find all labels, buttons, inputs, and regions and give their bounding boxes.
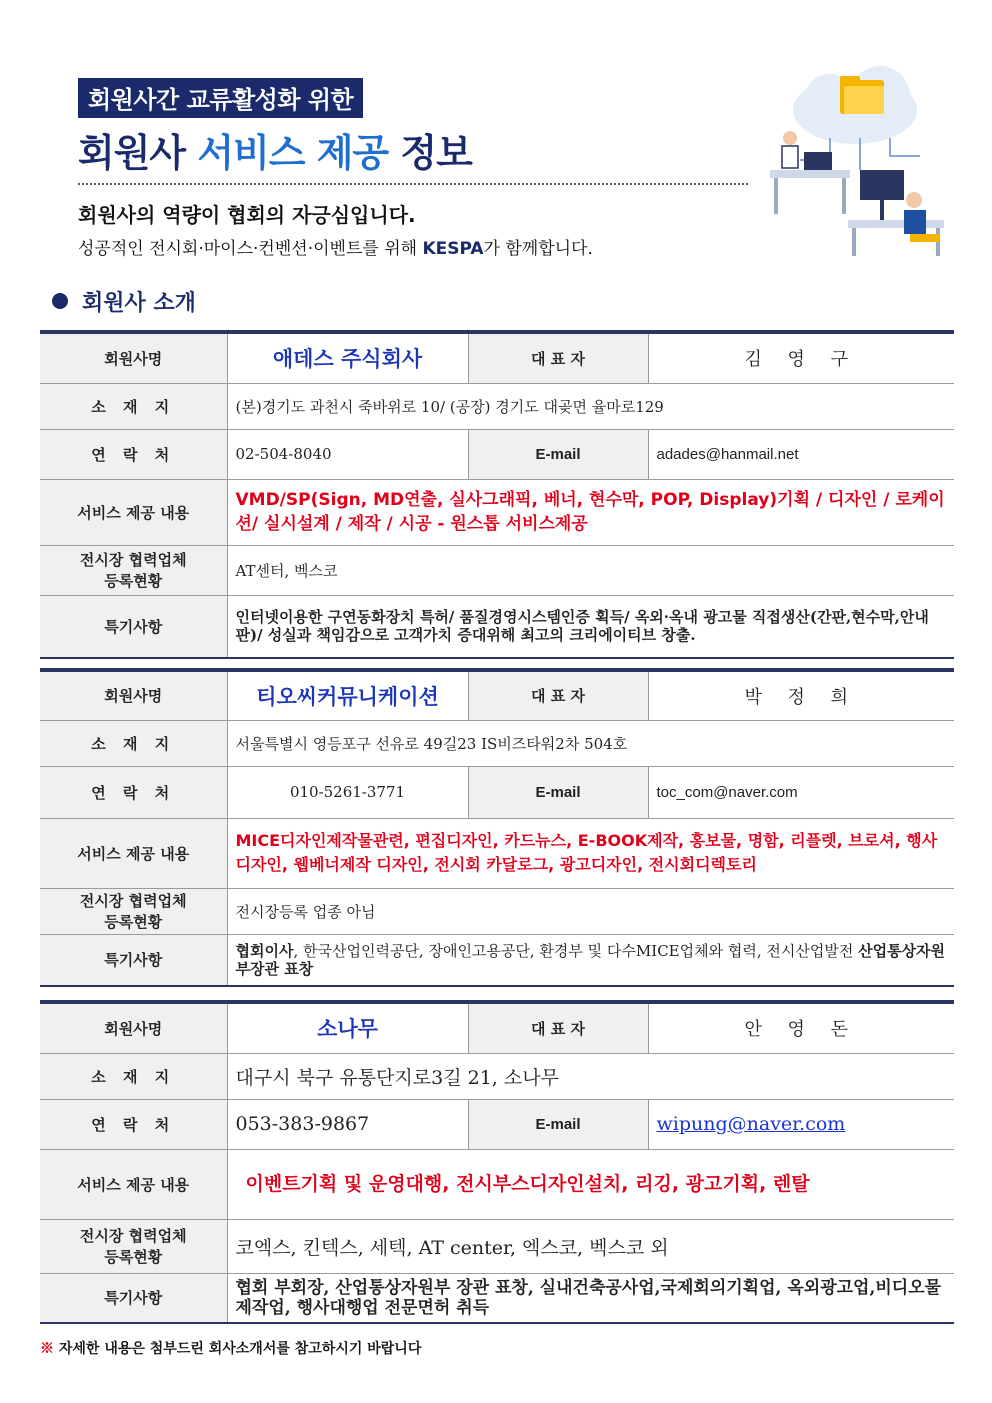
notes-value: 협회 부회장, 산업통상자원부 장관 표창, 실내건축공사업,국제회의기획업, 옥외광고업,비디오물제작업, 행사대행업 전문면허 취득 [227, 1273, 954, 1323]
footer-note [40, 1338, 421, 1358]
venue-label [40, 545, 227, 595]
section-title [52, 286, 196, 317]
rep-label: 대 표 자 [468, 332, 648, 383]
notes-value: 인터넷이용한 구연동화장치 특허/ 품질경영시스템인증 획득/ 옥외·옥내 광고물 직접생산(간판,현수막,안내판)/ 성실과 책임감으로 고객가치 증대위해 최고의 크리에이티브 창출. [227, 595, 954, 658]
header [78, 78, 758, 259]
notes-mid: , 한국산업인력공단, 장애인고용공단, 환경부 및 다수MICE업체와 협력, 전시산업발전 [293, 941, 859, 960]
venue-value: AT센터, 벡스코 [227, 545, 954, 595]
header-subtitle: 회원사간 교류활성화 위한 [78, 78, 363, 118]
rep-label: 대 표 자 [468, 1002, 648, 1053]
venue-label-line1: 전시장 협력업체 [79, 1227, 187, 1245]
phone-value: 010-5261-3771 [227, 766, 468, 818]
service-label: 서비스 제공 내용 [40, 818, 227, 888]
contact-label: 연 락 처 [40, 1099, 227, 1149]
address-label: 소 재 지 [40, 383, 227, 429]
notes-value [227, 934, 954, 986]
company-name: 티오씨커뮤니케이션 [227, 670, 468, 720]
company-name: 소나무 [227, 1002, 468, 1053]
rep-name: 김 영 구 [648, 332, 954, 383]
notes-label: 특기사항 [40, 934, 227, 986]
office-illustration-icon [760, 60, 960, 260]
company-name: 애데스 주식회사 [227, 332, 468, 383]
company-label: 회원사명 [40, 332, 227, 383]
kespa-brand: KESPA [422, 239, 484, 259]
company-label: 회원사명 [40, 1002, 227, 1053]
rep-name: 박 정 희 [648, 670, 954, 720]
header-title [78, 122, 758, 177]
email-label: E-mail [468, 1099, 648, 1149]
phone-value: 053-383-9867 [227, 1099, 468, 1149]
header-tagline: 회원사의 역량이 협회의 자긍심입니다. [78, 203, 416, 227]
contact-label: 연 락 처 [40, 429, 227, 479]
desc-part2: 가 함께합니다. [483, 239, 593, 259]
address-value: 대구시 북구 유통단지로3길 21, 소나무 [227, 1053, 954, 1099]
title-part1: 회원사 [78, 131, 186, 175]
venue-value: 전시장등록 업종 아님 [227, 888, 954, 934]
venue-label-line2: 등록현황 [104, 913, 163, 931]
desc-part1: 성공적인 전시회·마이스·컨벤션·이벤트를 위해 [78, 239, 423, 259]
contact-label: 연 락 처 [40, 766, 227, 818]
venue-label-line2: 등록현황 [104, 572, 163, 590]
bullet-dot-icon [52, 293, 68, 309]
address-label: 소 재 지 [40, 720, 227, 766]
rep-name: 안 영 돈 [648, 1002, 954, 1053]
header-divider [78, 183, 748, 185]
venue-label-line1: 전시장 협력업체 [79, 551, 187, 569]
service-value: VMD/SP(Sign, MD연출, 실사그래픽, 베너, 현수막, POP, Display)기획 / 디자인 / 로케이션/ 실시설계 / 제작 / 시공 - 원스톱 서비스제공 [227, 479, 954, 545]
venue-label [40, 1219, 227, 1273]
title-part3: 정보 [400, 131, 472, 175]
venue-label-line1: 전시장 협력업체 [79, 892, 187, 910]
service-label: 서비스 제공 내용 [40, 479, 227, 545]
venue-value: 코엑스, 킨텍스, 세텍, AT center, 엑스코, 벡스코 외 [227, 1219, 954, 1273]
rep-label: 대 표 자 [468, 670, 648, 720]
member-card-2 [40, 668, 954, 987]
address-label: 소 재 지 [40, 1053, 227, 1099]
email-link[interactable]: wipung@naver.com [656, 1113, 846, 1135]
address-value: (본)경기도 과천시 죽바위로 10/ (공장) 경기도 대곶면 율마로129 [227, 383, 954, 429]
reference-mark-icon: ※ [40, 1341, 54, 1357]
notes-bold-1: 협회이사 [235, 941, 294, 960]
email-label: E-mail [468, 429, 648, 479]
venue-label [40, 888, 227, 934]
notes-bold-2: 산업통상자원부장관 표창 [235, 941, 946, 978]
footer-text: 자세한 내용은 첨부드린 회사소개서를 참고하시기 바랍니다 [54, 1341, 422, 1357]
title-part2: 서비스 제공 [197, 131, 389, 175]
notes-label: 특기사항 [40, 595, 227, 658]
email-value: toc_com@naver.com [648, 766, 954, 818]
service-value: 이벤트기획 및 운영대행, 전시부스디자인설치, 리깅, 광고기획, 렌탈 [227, 1149, 954, 1219]
phone-value: 02-504-8040 [227, 429, 468, 479]
member-card-3 [40, 1000, 954, 1324]
email-value [648, 1099, 954, 1149]
member-card-1 [40, 330, 954, 659]
service-label: 서비스 제공 내용 [40, 1149, 227, 1219]
company-label: 회원사명 [40, 670, 227, 720]
email-label: E-mail [468, 766, 648, 818]
venue-label-line2: 등록현황 [104, 1248, 163, 1266]
address-value: 서울특별시 영등포구 선유로 49길23 IS비즈타워2차 504호 [227, 720, 954, 766]
service-value: MICE디자인제작물관련, 편집디자인, 카드뉴스, E-BOOK제작, 홍보물, 명함, 리플렛, 브로셔, 행사디자인, 웹베너제작 디자인, 전시회 카달로그, 광고디자인, 전시회디렉토리 [227, 818, 954, 888]
email-value: adades@hanmail.net [648, 429, 954, 479]
notes-label: 특기사항 [40, 1273, 227, 1323]
section-title-text: 회원사 소개 [82, 291, 196, 316]
header-description [78, 234, 758, 259]
